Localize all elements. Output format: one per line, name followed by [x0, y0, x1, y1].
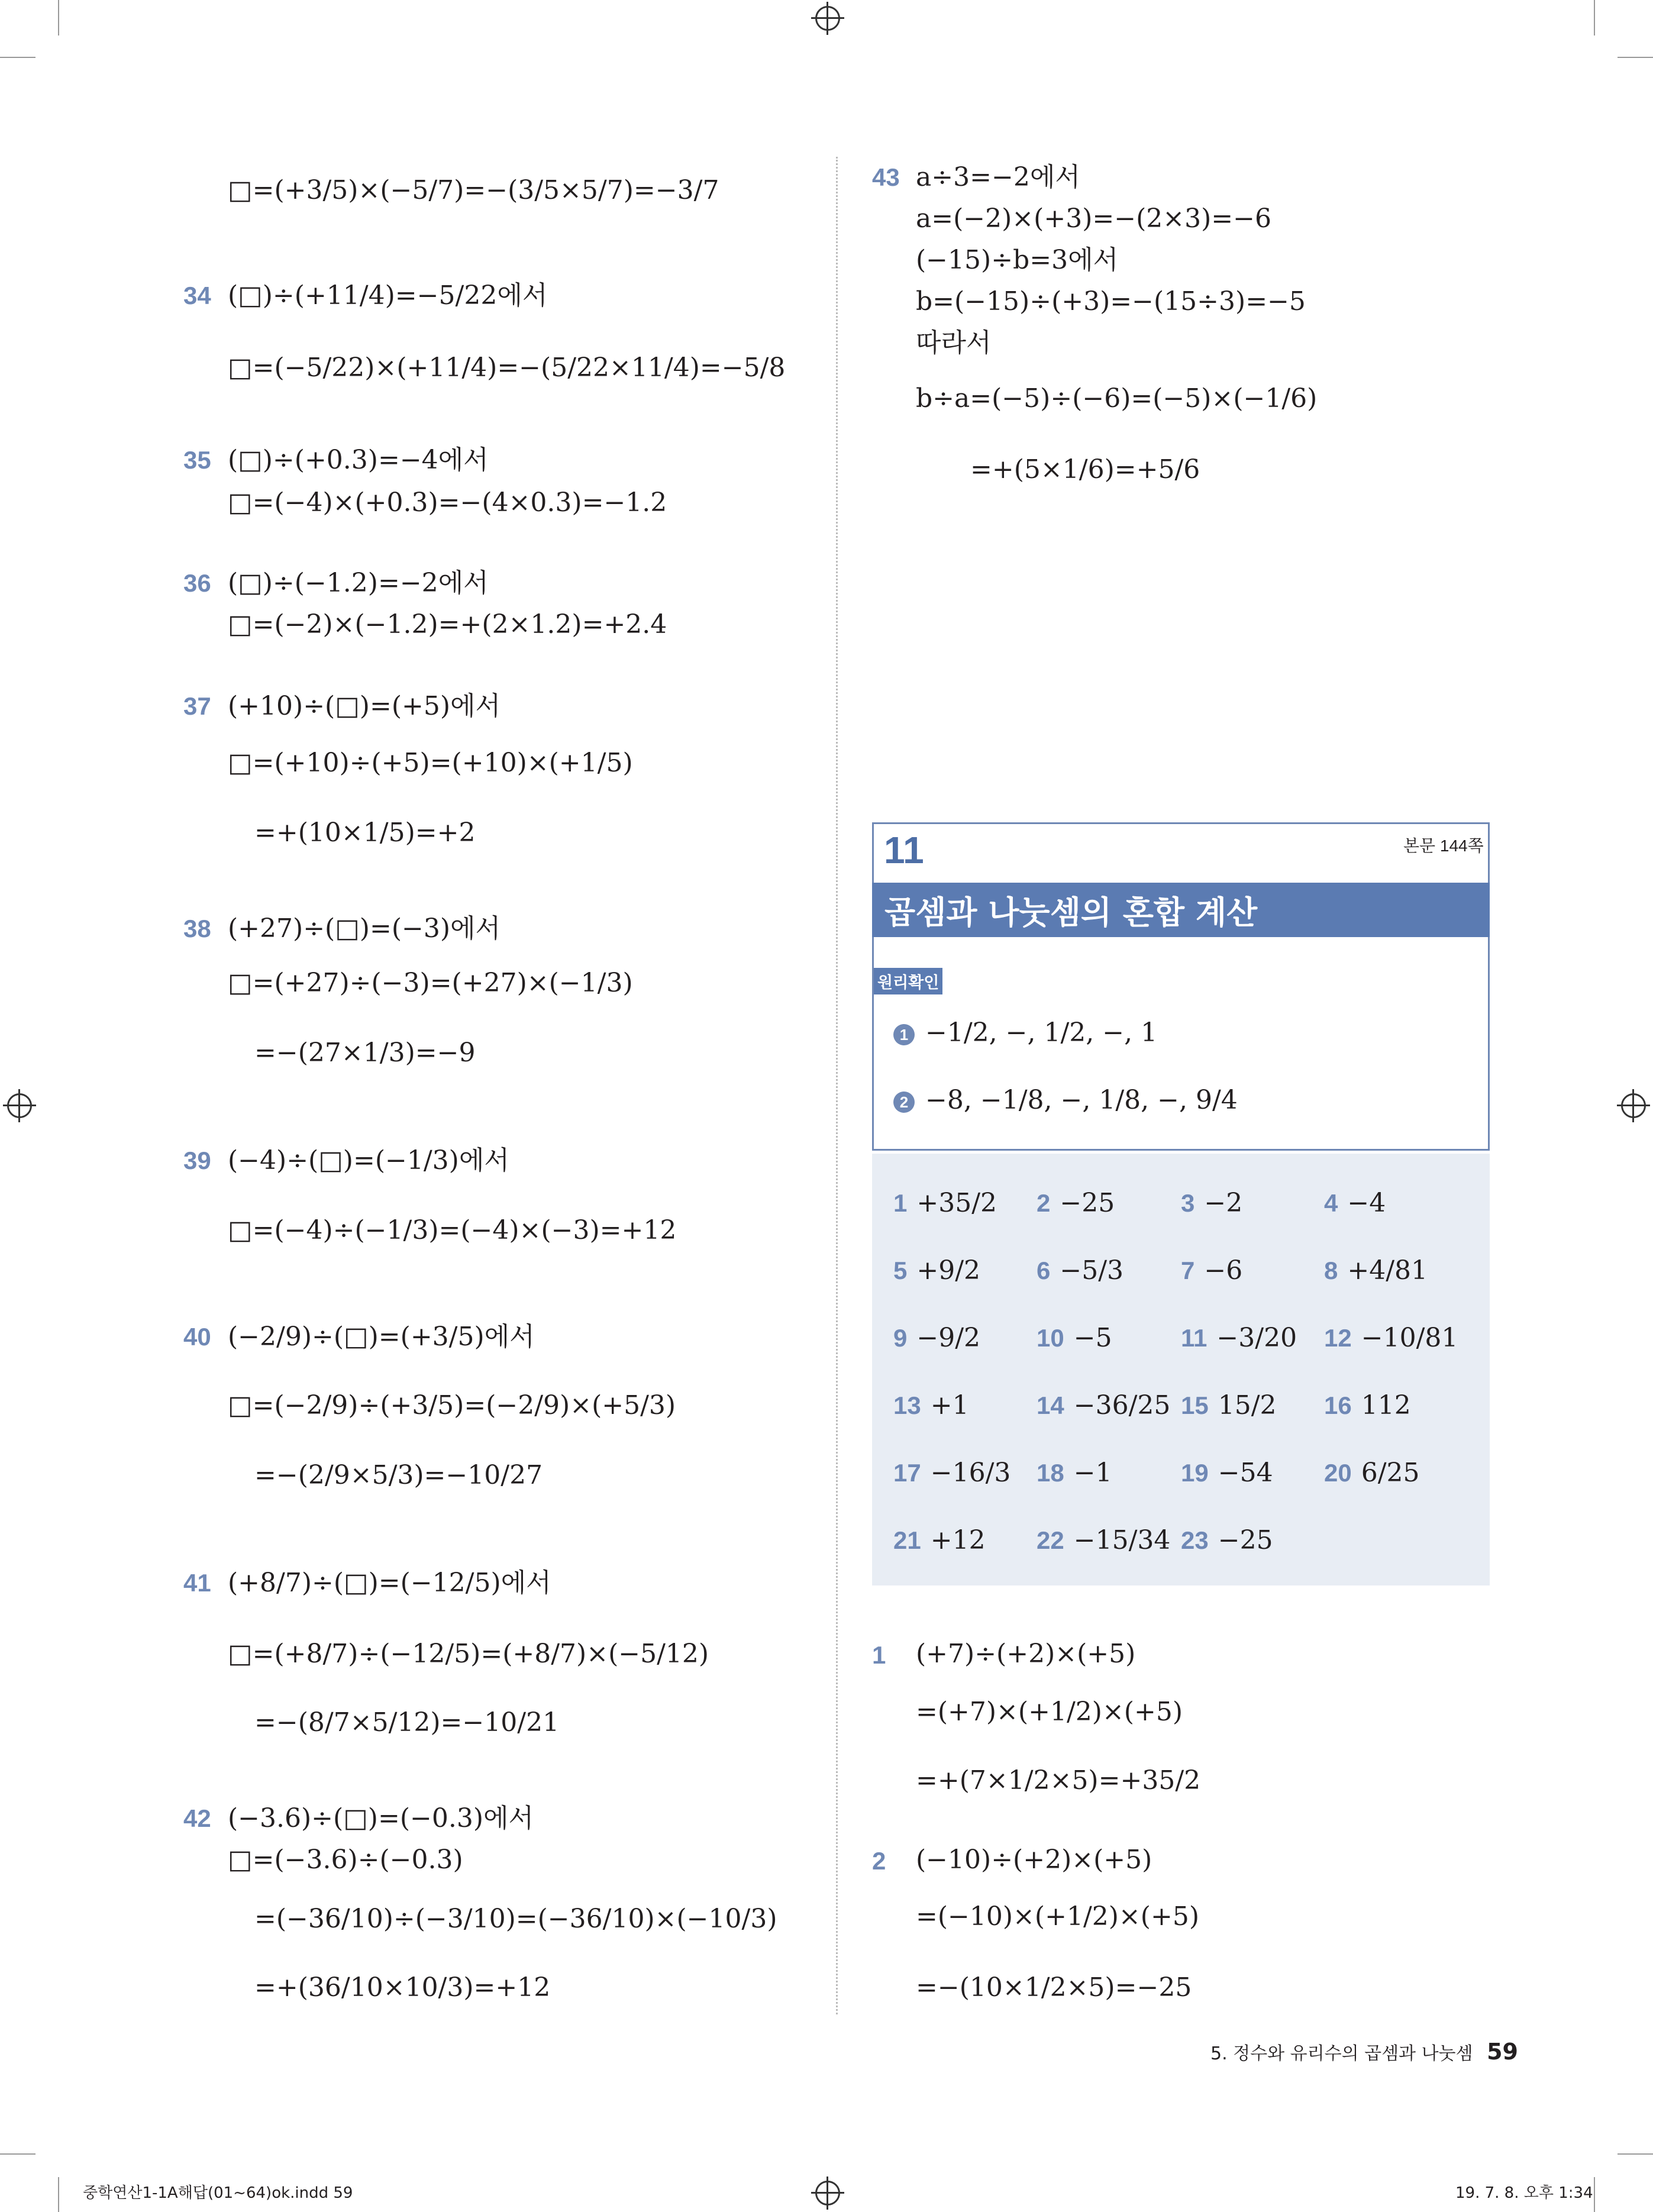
registration-mark-icon [7, 1093, 32, 1118]
answer-value: −4 [1347, 1188, 1386, 1218]
solution-line: =(−10)×(+1/2)×(+5) [916, 1901, 1199, 1932]
solution-line: □=(−5/22)×(+11/4)=−(5/22×11/4)=−5/8 [228, 353, 786, 383]
answer-item [1181, 1253, 1242, 1289]
solution-line: □=(−4)÷(−1/3)=(−4)×(−3)=+12 [228, 1215, 677, 1245]
chapter-footer [1210, 2039, 1518, 2065]
answer-number: 2 [1037, 1189, 1051, 1217]
solution-line: □=(+10)÷(+5)=(+10)×(+1/5) [228, 748, 633, 778]
crop-mark [1618, 57, 1653, 58]
answer-number: 4 [1324, 1189, 1338, 1217]
answer-value: −2 [1204, 1188, 1243, 1218]
answer-value: 6/25 [1361, 1458, 1420, 1488]
solution-line: □=(+27)÷(−3)=(+27)×(−1/3) [228, 968, 633, 998]
solution-line: b=(−15)÷(+3)=−(15÷3)=−5 [916, 286, 1306, 317]
answer-value: +9/2 [916, 1255, 981, 1286]
answer-value: −25 [1218, 1525, 1273, 1555]
solution-line: □=(+8/7)÷(−12/5)=(+8/7)×(−5/12) [228, 1639, 709, 1669]
answer-value: −6 [1204, 1255, 1243, 1286]
solution-line: (□)÷(−1.2)=−2에서 [228, 568, 489, 598]
answer-value: −36/25 [1073, 1390, 1171, 1420]
answer-item [893, 1523, 986, 1558]
crop-mark [58, 0, 59, 35]
answer-value: −5/3 [1060, 1255, 1124, 1286]
registration-mark-icon [1621, 1093, 1646, 1118]
concept-check-1 [893, 1015, 1157, 1051]
registration-mark-icon [815, 2181, 840, 2205]
answer-value: −16/3 [930, 1458, 1011, 1488]
concept-check-1-text: −1/2, −, 1/2, −, 1 [925, 1018, 1158, 1048]
answer-number: 1 [893, 1189, 908, 1217]
solution-line: (□)÷(+11/4)=−5/22에서 [228, 280, 548, 311]
answer-number: 5 [893, 1257, 908, 1284]
answer-item [1181, 1523, 1273, 1558]
solution-line: □=(−2/9)÷(+3/5)=(−2/9)×(+5/3) [228, 1390, 676, 1420]
problem-number: 36 [183, 569, 211, 597]
solution-line: =−(8/7×5/12)=−10/21 [254, 1707, 560, 1738]
concept-check-tag: 원리확인 [874, 968, 942, 994]
answer-item [1037, 1320, 1112, 1356]
answer-value: +12 [930, 1525, 986, 1555]
concept-check-2-text: −8, −1/8, −, 1/8, −, 9/4 [925, 1085, 1238, 1115]
solution-line: □=(+3/5)×(−5/7)=−(3/5×5/7)=−3/7 [228, 175, 719, 205]
crop-mark [58, 2177, 59, 2212]
answer-item [893, 1388, 969, 1423]
solution-line: (−4)÷(□)=(−1/3)에서 [228, 1145, 509, 1176]
page-number: 59 [1487, 2039, 1518, 2065]
column-divider [836, 157, 838, 2014]
solution-line: =+(10×1/5)=+2 [254, 818, 476, 848]
solution-line: □=(−4)×(+0.3)=−(4×0.3)=−1.2 [228, 487, 667, 518]
problem-number: 39 [183, 1147, 211, 1174]
solution-line: (−10)÷(+2)×(+5) [916, 1845, 1152, 1875]
answer-item [1037, 1523, 1170, 1558]
file-info: 중학연산1-1A해답(01~64)ok.indd 59 [83, 2184, 353, 2202]
answer-item [1037, 1455, 1112, 1491]
answer-value: +4/81 [1347, 1255, 1428, 1286]
answer-item [1181, 1388, 1277, 1423]
problem-number: 43 [872, 163, 900, 191]
solution-line: (−15)÷b=3에서 [916, 245, 1119, 275]
answer-number: 15 [1181, 1391, 1209, 1419]
solution-line: b÷a=(−5)÷(−6)=(−5)×(−1/6) [916, 383, 1318, 414]
answer-number: 13 [893, 1391, 921, 1419]
answer-number: 11 [1181, 1324, 1208, 1352]
crop-mark [1594, 0, 1595, 35]
registration-mark-icon [815, 6, 840, 31]
answer-item [1181, 1455, 1273, 1491]
problem-number: 34 [183, 282, 211, 309]
answer-number: 8 [1324, 1257, 1338, 1284]
answer-value: +35/2 [916, 1188, 997, 1218]
answer-number: 21 [893, 1526, 921, 1554]
answer-item [893, 1253, 980, 1289]
problem-number: 40 [183, 1323, 211, 1351]
crop-mark [1618, 2153, 1653, 2155]
circled-number-1-icon: 1 [893, 1024, 915, 1045]
solution-line: (+10)÷(□)=(+5)에서 [228, 691, 501, 721]
answer-item [1324, 1388, 1411, 1423]
page-reference: 본문 144쪽 [1403, 837, 1484, 855]
answer-item [1037, 1388, 1170, 1423]
answer-item [1037, 1253, 1123, 1289]
answer-value: −5 [1073, 1323, 1112, 1353]
answer-number: 22 [1037, 1526, 1064, 1554]
solution-line: =+(7×1/2×5)=+35/2 [916, 1765, 1201, 1796]
solution-line: =+(36/10×10/3)=+12 [254, 1972, 551, 2003]
solution-line: a=(−2)×(+3)=−(2×3)=−6 [916, 204, 1272, 234]
concept-check-2 [893, 1083, 1238, 1118]
problem-number: 37 [183, 692, 211, 720]
chapter-title: 5. 정수와 유리수의 곱셈과 나눗셈 [1210, 2043, 1473, 2064]
answer-item [1324, 1455, 1420, 1491]
answer-item [893, 1455, 1010, 1491]
problem-number: 1 [872, 1641, 886, 1669]
problem-number: 35 [183, 446, 211, 474]
answer-number: 19 [1181, 1459, 1209, 1487]
solution-line: (−2/9)÷(□)=(+3/5)에서 [228, 1322, 535, 1352]
answer-number: 10 [1037, 1324, 1064, 1352]
solution-line: =−(2/9×5/3)=−10/27 [254, 1460, 543, 1490]
answer-item [1037, 1186, 1115, 1221]
solution-line: □=(−3.6)÷(−0.3) [228, 1845, 463, 1875]
problem-number: 2 [872, 1847, 886, 1875]
answer-number: 7 [1181, 1257, 1195, 1284]
answer-value: −9/2 [916, 1323, 981, 1353]
answer-value: −25 [1060, 1188, 1115, 1218]
answer-number: 20 [1324, 1459, 1352, 1487]
answer-value: −1 [1073, 1458, 1112, 1488]
crop-mark [1594, 2177, 1595, 2212]
solution-line: =−(10×1/2×5)=−25 [916, 1972, 1192, 2003]
answer-value: −3/20 [1216, 1323, 1297, 1353]
answer-item [1324, 1253, 1428, 1289]
solution-line: □=(−2)×(−1.2)=+(2×1.2)=+2.4 [228, 609, 667, 640]
print-date: 19. 7. 8. 오후 1:34 [1455, 2184, 1593, 2202]
answer-number: 23 [1181, 1526, 1209, 1554]
solution-line: =(+7)×(+1/2)×(+5) [916, 1697, 1183, 1727]
answer-number: 14 [1037, 1391, 1064, 1419]
circled-number-2-icon: 2 [893, 1092, 915, 1113]
answer-value: −15/34 [1073, 1525, 1171, 1555]
answer-value: 112 [1361, 1390, 1411, 1420]
solution-line: a÷3=−2에서 [916, 162, 1080, 192]
problem-number: 41 [183, 1569, 211, 1597]
answer-number: 16 [1324, 1391, 1352, 1419]
solution-line: =−(27×1/3)=−9 [254, 1038, 476, 1068]
answer-value: 15/2 [1218, 1390, 1277, 1420]
answer-number: 12 [1324, 1324, 1352, 1352]
solution-line: (−3.6)÷(□)=(−0.3)에서 [228, 1803, 534, 1833]
solution-line: (+27)÷(□)=(−3)에서 [228, 913, 501, 944]
answer-item [1324, 1320, 1458, 1356]
answer-number: 3 [1181, 1189, 1195, 1217]
solution-line: 따라서 [916, 328, 992, 358]
solution-line: (+8/7)÷(□)=(−12/5)에서 [228, 1568, 551, 1598]
solution-line: =+(5×1/6)=+5/6 [970, 454, 1200, 485]
section-title: 곱셈과 나눗셈의 혼합 계산 [884, 894, 1258, 931]
crop-mark [0, 57, 35, 58]
answer-number: 6 [1037, 1257, 1051, 1284]
solution-line: (+7)÷(+2)×(+5) [916, 1639, 1136, 1669]
problem-number: 38 [183, 915, 211, 942]
solution-line: (□)÷(+0.3)=−4에서 [228, 445, 489, 475]
answer-number: 18 [1037, 1459, 1064, 1487]
answer-item [1324, 1186, 1386, 1221]
section-number: 11 [884, 829, 924, 871]
problem-number: 42 [183, 1804, 211, 1832]
answer-number: 17 [893, 1459, 921, 1487]
answer-value: +1 [930, 1390, 969, 1420]
answer-value: −54 [1218, 1458, 1273, 1488]
answer-item [1181, 1186, 1242, 1221]
answer-number: 9 [893, 1324, 908, 1352]
solution-line: =(−36/10)÷(−3/10)=(−36/10)×(−10/3) [254, 1904, 777, 1934]
crop-mark [0, 2153, 35, 2155]
answer-item [893, 1320, 980, 1356]
answer-item [893, 1186, 997, 1221]
answer-value: −10/81 [1361, 1323, 1458, 1353]
answer-item [1181, 1320, 1297, 1356]
